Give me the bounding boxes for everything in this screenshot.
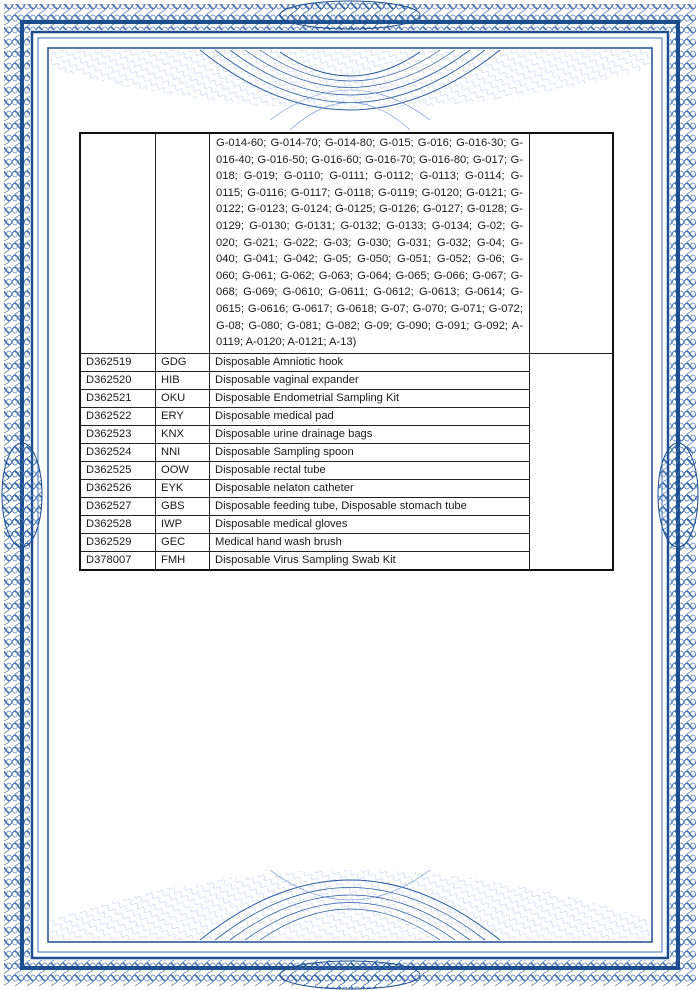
empty-cell	[156, 133, 210, 353]
right-side-medallion	[658, 443, 698, 547]
product-code-cell: GBS	[156, 497, 210, 515]
registration-code-cell: D362529	[80, 533, 156, 551]
product-code-cell: FMH	[156, 551, 210, 570]
registration-code-cell: D362519	[80, 353, 156, 371]
product-code-cell: OOW	[156, 461, 210, 479]
product-code-cell: IWP	[156, 515, 210, 533]
product-code-cell: ERY	[156, 407, 210, 425]
description-cell: Disposable Virus Sampling Swab Kit	[210, 551, 530, 570]
description-cell: Medical hand wash brush	[210, 533, 530, 551]
description-cell: Disposable urine drainage bags	[210, 425, 530, 443]
product-code-cell: GEC	[156, 533, 210, 551]
registration-code-cell: D362524	[80, 443, 156, 461]
product-code-cell: HIB	[156, 371, 210, 389]
empty-cell	[80, 133, 156, 353]
registration-code-cell: D378007	[80, 551, 156, 570]
product-code-cell: EYK	[156, 479, 210, 497]
registration-code-cell: D362523	[80, 425, 156, 443]
registration-code-cell: D362526	[80, 479, 156, 497]
description-cell: Disposable vaginal expander	[210, 371, 530, 389]
description-cell: Disposable rectal tube	[210, 461, 530, 479]
left-side-medallion	[2, 443, 42, 547]
continued-model-codes: G-014-60; G-014-70; G-014-80; G-015; G-016; G-016-30; G-016-40; G-016-50; G-016-60; G-016-70; G-016-80; G-017; G-018; G-019; G-0110; G-0111; G-0112; G-0113; G-0114; G-0115; G-0116; G-0117; G-0118; G-0119; G-0120; G-0121; G-0122; G-0123; G-0124; G-0125; G-0126; G-0127; G-0128; G-0129; G-0130; G-0131; G-0132; G-0133; G-0134; G-02; G-020; G-021; G-022; G-03; G-030; G-031; G-032; G-04; G-040; G-041; G-042; G-05; G-050; G-051; G-052; G-06; G-060; G-061; G-062; G-063; G-064; G-065; G-066; G-067; G-068; G-069; G-0610; G-0611; G-0612; G-0613; G-0614; G-0615; G-0616; G-0617; G-0618; G-07; G-070; G-071; G-072; G-08; G-080; G-081; G-082; G-09; G-090; G-091; G-092; A-0119; A-0120; A-0121; A-13)	[210, 133, 530, 353]
product-code-cell: GDG	[156, 353, 210, 371]
continued-codes-row	[80, 133, 613, 353]
table-row	[80, 353, 613, 371]
product-code-cell: KNX	[156, 425, 210, 443]
registration-code-cell: D362528	[80, 515, 156, 533]
registration-code-cell: D362527	[80, 497, 156, 515]
registration-code-cell: D362522	[80, 407, 156, 425]
description-cell: Disposable nelaton catheter	[210, 479, 530, 497]
description-cell: Disposable medical gloves	[210, 515, 530, 533]
product-code-table	[79, 132, 614, 571]
description-cell: Disposable medical pad	[210, 407, 530, 425]
description-cell: Disposable Amniotic hook	[210, 353, 530, 371]
remarks-cell	[530, 133, 614, 353]
product-code-cell: OKU	[156, 389, 210, 407]
registration-code-cell: D362525	[80, 461, 156, 479]
product-code-cell: NNI	[156, 443, 210, 461]
registration-code-cell: D362521	[80, 389, 156, 407]
description-cell: Disposable Sampling spoon	[210, 443, 530, 461]
description-cell: Disposable feeding tube, Disposable stomach tube	[210, 497, 530, 515]
remarks-cell	[530, 353, 614, 570]
description-cell: Disposable Endometrial Sampling Kit	[210, 389, 530, 407]
registration-code-cell: D362520	[80, 371, 156, 389]
